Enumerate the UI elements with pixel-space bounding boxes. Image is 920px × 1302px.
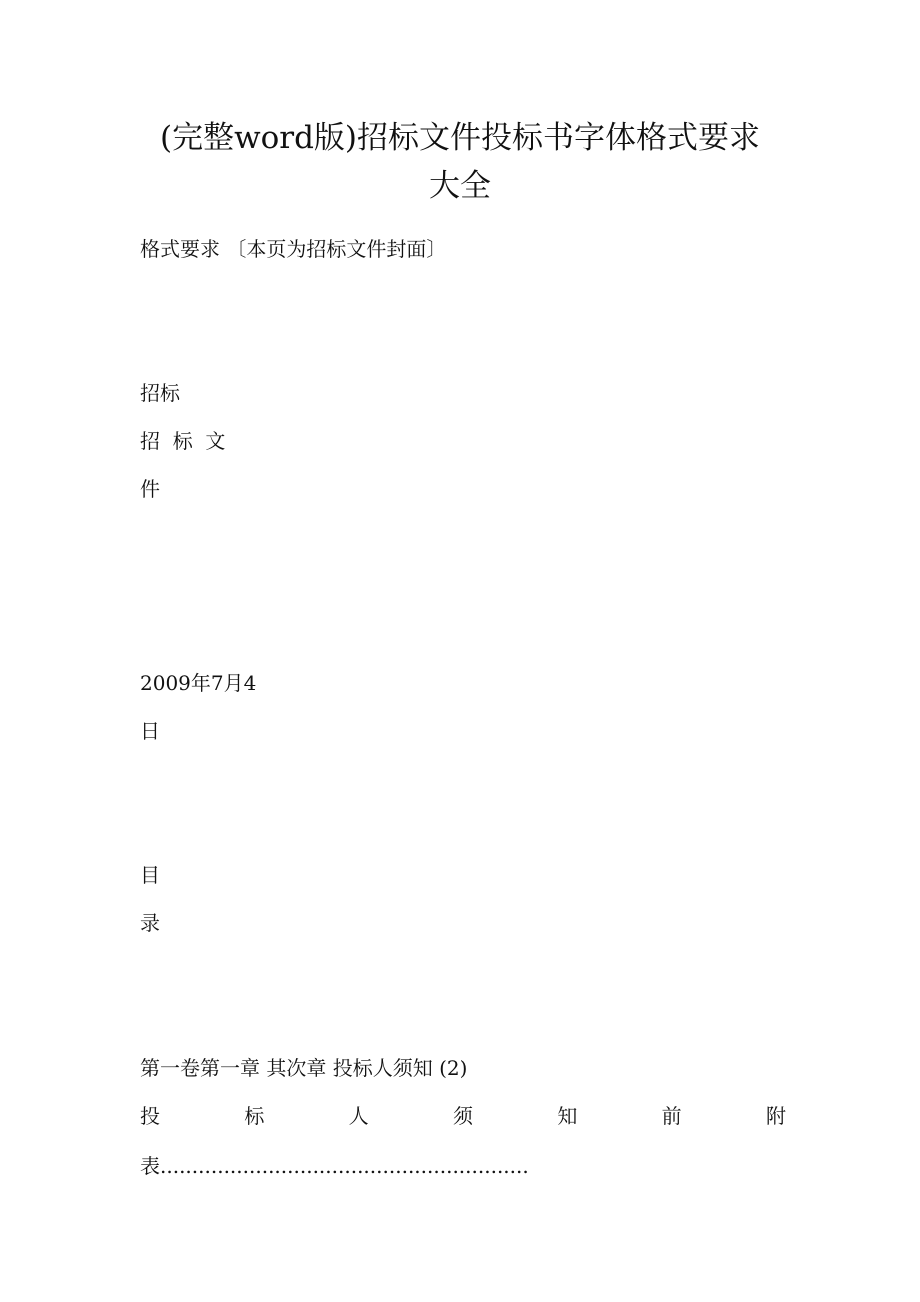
- document-title-line-2: 大全: [429, 168, 491, 204]
- toc-heading-line-1: 目: [140, 863, 160, 887]
- toc-entry-2-char: 知: [557, 1104, 578, 1128]
- cover-title-line-2: 件: [140, 477, 160, 501]
- toc-entry-2-char: 标: [244, 1104, 265, 1128]
- toc-entry-1: 第一卷第一章 其次章 投标人须知 (2): [140, 1056, 468, 1080]
- toc-entry-2-char: 投: [140, 1104, 160, 1128]
- toc-entry-2-char: 附: [765, 1104, 786, 1128]
- format-note: 格式要求 〔本页为招标文件封面〕: [140, 237, 447, 261]
- document-title-line-1: (完整word版)招标文件投标书字体格式要求: [159, 120, 761, 156]
- cover-title-line-1: 招 标 文: [140, 429, 226, 453]
- date-line-1: 2009年7月4: [140, 671, 257, 695]
- toc-entry-2-char: 前: [661, 1104, 682, 1128]
- cover-label-small: 招标: [140, 381, 180, 405]
- toc-entry-2-line-2: 表..........................................................: [140, 1154, 529, 1178]
- toc-heading-line-2: 录: [140, 911, 160, 935]
- toc-entry-2-line-1: [140, 1101, 786, 1131]
- toc-entry-2-char: 人: [348, 1104, 369, 1128]
- date-line-2: 日: [140, 719, 160, 743]
- toc-entry-2-char: 须: [452, 1104, 473, 1128]
